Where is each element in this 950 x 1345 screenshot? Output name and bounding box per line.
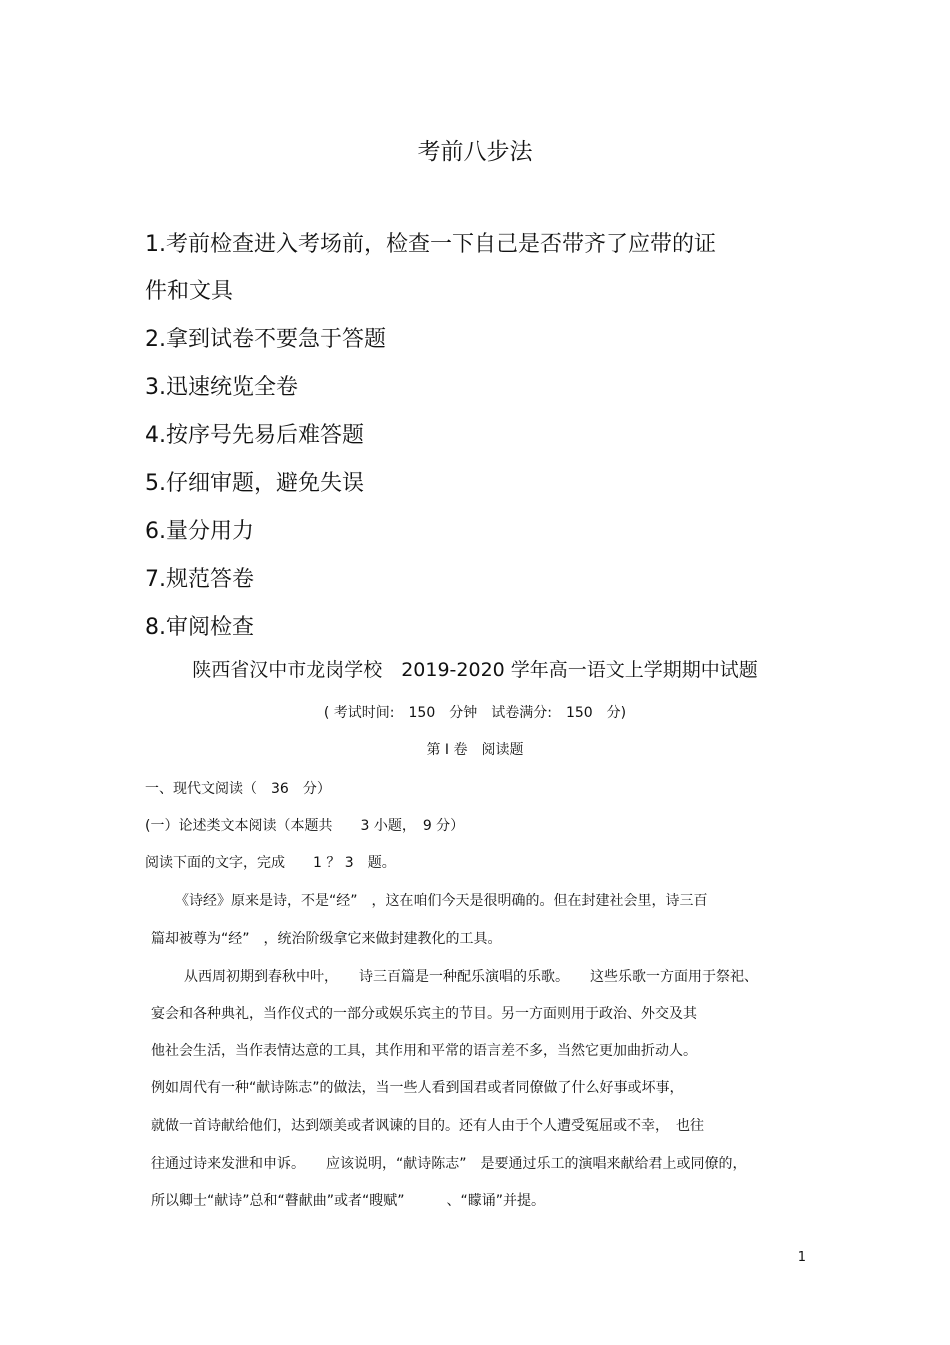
passage-line: 就做一首诗献给他们，达到颂美或者讽谏的目的。还有人由于个人遭受冤屈或不幸， 也往 <box>151 1118 704 1134</box>
passage-line: 他社会生活，当作表情达意的工具，其作用和平常的语言差不多，当然它更加曲折动人。 <box>151 1043 697 1059</box>
step-item: 3.迅速统览全卷 <box>145 375 298 400</box>
step-item: 2.拿到试卷不要急于答题 <box>145 327 386 352</box>
step-item: 8.审阅检查 <box>145 615 254 640</box>
subsection-heading: (一）论述类文本阅读（本题共 3 小题， 9 分） <box>145 818 465 834</box>
section-heading: 一、现代文阅读（ 36 分） <box>145 781 331 797</box>
step-item: 1.考前检查进入考场前，检查一下自己是否带齐了应带的证 <box>145 232 716 257</box>
passage-line: 从西周初期到春秋中叶， 诗三百篇是一种配乐演唱的乐歌。 这些乐歌一方面用于祭祀、 <box>184 969 758 985</box>
exam-info: ( 考试时间: 150 分钟 试卷满分: 150 分) <box>323 705 627 721</box>
doc-title: 考前八步法 <box>417 139 533 165</box>
passage-line: 往通过诗来发泄和申诉。 应该说明，“献诗陈志” 是要通过乐工的演唱来献给君上或同僚的， <box>151 1156 747 1172</box>
page-number: 1 <box>797 1250 806 1265</box>
step-item: 5.仔细审题，避免失误 <box>145 471 364 496</box>
passage-line: 所以卿士“献诗”总和“瞽献曲”或者“瞍赋” 、“矇诵”并提。 <box>151 1193 546 1209</box>
step-item: 7.规范答卷 <box>145 567 254 592</box>
passage-line: 例如周代有一种“献诗陈志”的做法，当一些人看到国君或者同僚做了什么好事或坏事， <box>151 1080 684 1096</box>
step-item-continued: 件和文具 <box>145 279 234 304</box>
passage-line: 《诗经》原来是诗，不是“经” ，这在咱们今天是很明确的。但在封建社会里，诗三百 <box>175 893 708 909</box>
part-heading: 第 Ⅰ 卷 阅读题 <box>426 742 524 758</box>
step-item: 6.量分用力 <box>145 519 254 544</box>
passage-line: 篇却被尊为“经” ，统治阶级拿它来做封建教化的工具。 <box>151 931 502 947</box>
passage-line: 宴会和各种典礼，当作仪式的一部分或娱乐宾主的节目。另一方面则用于政治、外交及其 <box>151 1006 697 1022</box>
step-item: 4.按序号先易后难答题 <box>145 423 364 448</box>
exam-title: 陕西省汉中市龙岗学校 2019-2020 学年高一语文上学期期中试题 <box>192 659 758 681</box>
instruction-text: 阅读下面的文字，完成 1 ？ 3 题。 <box>145 855 396 871</box>
